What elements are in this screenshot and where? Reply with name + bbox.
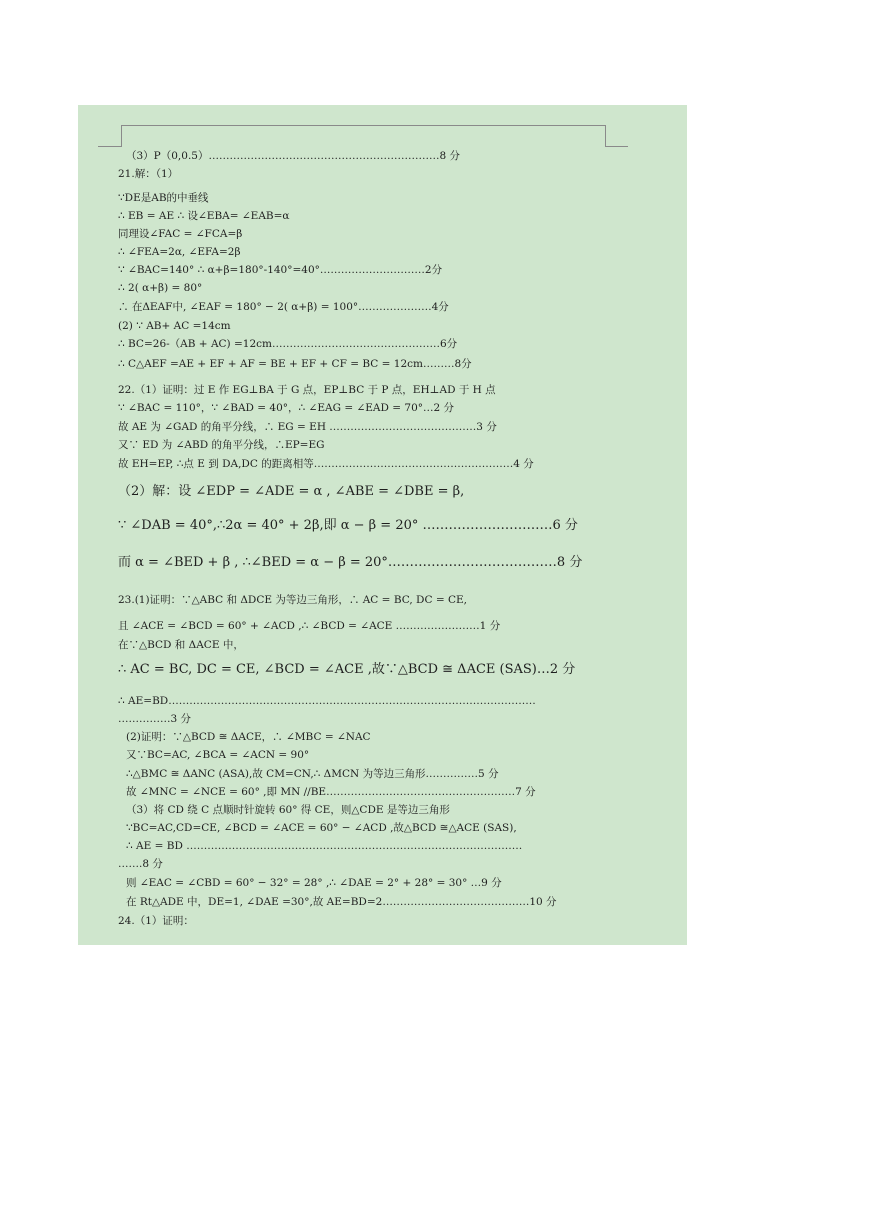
text-line: (2) ∵ AB+ AC =14cm bbox=[118, 320, 231, 332]
text-line: ∴△BMC ≅ ΔANC (ASA),故 CM=CN,∴ ΔMCN 为等边三角形……………5 分 bbox=[126, 768, 499, 780]
text-line: ∵ ∠BAC=140° ∴ α+β=180°-140°=40°…………………………2分 bbox=[118, 264, 443, 276]
text-line: ∴ AE = BD …………………………………………………………………………………… bbox=[126, 840, 523, 852]
text-line: （3）P（0,0.5）…………………………………………………………8 分 bbox=[126, 150, 460, 162]
text-line: 则 ∠EAC = ∠CBD = 60° − 32° = 28° ,∴ ∠DAE = 2° + 28° = 30° …9 分 bbox=[126, 877, 502, 889]
text-line: 故 ∠MNC = ∠NCE = 60° ,即 MN //BE………………………………………………7 分 bbox=[126, 786, 536, 798]
text-line: ∴ AC = BC, DC = CE, ∠BCD = ∠ACE ,故∵△BCD ≅ ΔACE (SAS)…2 分 bbox=[118, 662, 576, 677]
text-line: 同理设∠FAC = ∠FCA=β bbox=[118, 228, 243, 240]
text-line: ∴ 2( α+β) = 80° bbox=[118, 282, 203, 294]
document-page bbox=[78, 105, 687, 945]
text-line: （2）解：设 ∠EDP = ∠ADE = α , ∠ABE = ∠DBE = β, bbox=[118, 484, 465, 499]
text-line: ∴ EB = AE ∴ 设∠EBA= ∠EAB=α bbox=[118, 210, 290, 222]
text-line: …….8 分 bbox=[118, 858, 163, 870]
text-line: 故 AE 为 ∠GAD 的角平分线，∴ EG = EH ……………………………………3 分 bbox=[118, 421, 497, 433]
text-line: ∵DE是AB的中垂线 bbox=[118, 192, 209, 204]
text-line: 而 α = ∠BED + β , ∴∠BED = α − β = 20°…………………………………8 分 bbox=[118, 555, 583, 570]
text-line: （3）将 CD 绕 C 点顺时针旋转 60° 得 CE，则△CDE 是等边三角形 bbox=[126, 804, 450, 816]
text-line: ∴ ∠FEA=2α, ∠EFA=2β bbox=[118, 246, 241, 258]
answer-content bbox=[78, 105, 687, 945]
text-line: ……………3 分 bbox=[118, 713, 192, 725]
text-line: ∵ ∠BAC = 110°，∵ ∠BAD = 40°，∴ ∠EAG = ∠EAD = 70°…2 分 bbox=[118, 402, 455, 414]
text-line: ∵BC=AC,CD=CE, ∠BCD = ∠ACE = 60° − ∠ACD ,故△BCD ≅△ACE (SAS), bbox=[126, 822, 517, 834]
text-line: (2)证明：∵△BCD ≅ ΔACE，∴ ∠MBC = ∠NAC bbox=[126, 731, 371, 743]
text-line: 又∵ ED 为 ∠ABD 的角平分线，∴EP=EG bbox=[118, 439, 325, 451]
text-line: 24.（1）证明： bbox=[118, 915, 194, 927]
text-line: 在∵△BCD 和 ΔACE 中， bbox=[118, 639, 244, 651]
text-line: ∴ C△AEF =AE + EF + AF = BE + EF + CF = BC = 12cm………8分 bbox=[118, 358, 472, 370]
text-line: ∴ AE=BD…………………………………………………………………………………………… bbox=[118, 695, 536, 707]
text-line: 21.解：（1） bbox=[118, 168, 179, 180]
text-line: ∴ BC=26-（AB + AC) =12cm…………………………………………6分 bbox=[118, 338, 458, 350]
text-line: 故 EH=EP, ∴点 E 到 DA,DC 的距离相等…………………………………………………4 分 bbox=[118, 458, 534, 470]
text-line: 且 ∠ACE = ∠BCD = 60° + ∠ACD ,∴ ∠BCD = ∠ACE ……………………1 分 bbox=[118, 620, 501, 632]
text-line: 又∵BC=AC, ∠BCA = ∠ACN = 90° bbox=[126, 749, 310, 761]
text-line: ∴ 在ΔEAF中, ∠EAF = 180° − 2( α+β) = 100°…………………4分 bbox=[118, 301, 449, 313]
text-line: 在 Rt△ADE 中，DE=1, ∠DAE =30°,故 AE=BD=2……………………………………10 分 bbox=[126, 896, 557, 908]
text-line: 23.(1)证明：∵△ABC 和 ΔDCE 为等边三角形，∴ AC = BC, DC = CE, bbox=[118, 594, 468, 606]
text-line: 22.（1）证明：过 E 作 EG⊥BA 于 G 点，EP⊥BC 于 P 点，EH⊥AD 于 H 点 bbox=[118, 384, 496, 396]
text-line: ∵ ∠DAB = 40°,∴2α = 40° + 2β,即 α − β = 20° …………………………6 分 bbox=[118, 518, 578, 533]
